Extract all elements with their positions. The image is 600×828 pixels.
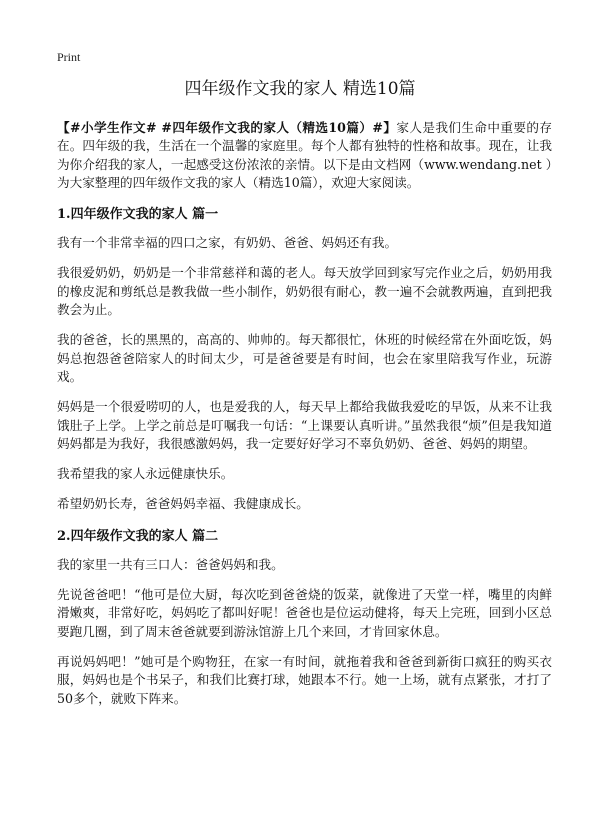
section-paragraph: 先说爸爸吧！“他可是位大厨，每次吃到爸爸烧的饭菜，就像进了天堂一样，嘴里的肉鲜滑嫩爽，非常好吃，妈妈吃了都叫好呢！爸爸也是位运动健将，每天上完班，回到小区总要跑几圈，到了周末爸爸就要到游泳馆游上几个来回，才肯回家休息。 xyxy=(57,587,552,639)
document-title: 四年级作文我的家人 精选10篇 xyxy=(184,79,416,99)
document-body xyxy=(57,119,552,708)
section-paragraph: 我的爸爸，长的黑黑的，高高的、帅帅的。每天都很忙，休班的时候经常在外面吃饭，妈妈总抱怨爸爸陪家人的时间太少，可是爸爸要是有时间，也会在家里陪我写作业，玩游戏。 xyxy=(57,332,552,384)
intro-paragraph xyxy=(57,119,552,192)
section-heading: 2.四年级作文我的家人 篇二 xyxy=(57,528,219,544)
section-heading: 1.四年级作文我的家人 篇一 xyxy=(57,207,219,223)
intro-text: 家人是我们生命中重要的存在。四年级的我，生活在一个温馨的家庭里。每个人都有独特的性格和故事。现在，让我为你介绍我的家人，一起感受这份浓浓的亲情。以下是由文档网（www.wendang.net ）为大家整理的四年级作文我的家人（精选10篇），欢迎大家阅读。 xyxy=(57,120,552,190)
intro-tag: 【#小学生作文# #四年级作文我的家人（精选10篇）#】 xyxy=(57,120,397,135)
section-2 xyxy=(57,528,552,708)
section-paragraph: 我希望我的家人永远健康快乐。 xyxy=(57,466,234,482)
section-paragraph: 我有一个非常幸福的四口之家，有奶奶、爸爸、妈妈还有我。 xyxy=(57,235,398,251)
section-paragraph: 妈妈是一个很爱唠叨的人，也是爱我的人，每天早上都给我做我爱吃的早饭，从来不让我饿肚子上学。上学之前总是叮嘱我一句话：“上课要认真听讲。”虽然我很“烦”但是我知道妈妈都是为我好，我很感激妈妈，我一定要好好学习不辜负奶奶、爸爸、妈妈的期望。 xyxy=(57,399,552,451)
section-paragraph: 我的家里一共有三口人：爸爸妈妈和我。 xyxy=(57,556,284,572)
section-paragraph: 我很爱奶奶，奶奶是一个非常慈祥和蔼的老人。每天放学回到家写完作业之后，奶奶用我的橡皮泥和剪纸总是教我做一些小制作，奶奶很有耐心，教一遍不会就教两遍，直到把我教会为止。 xyxy=(57,265,552,318)
section-paragraph: 希望奶奶长寿，爸爸妈妈幸福、我健康成长。 xyxy=(57,496,309,512)
section-paragraph: 再说妈妈吧！”她可是个购物狂，在家一有时间，就拖着我和爸爸到新街口疯狂的购买衣服，妈妈也是个书呆子，和我们比赛打球，她跟本不行。她一上场，就有点紧张，才打了50多个，就败下阵来。 xyxy=(57,653,552,706)
section-1 xyxy=(57,206,552,514)
print-link[interactable]: Print xyxy=(57,50,81,64)
